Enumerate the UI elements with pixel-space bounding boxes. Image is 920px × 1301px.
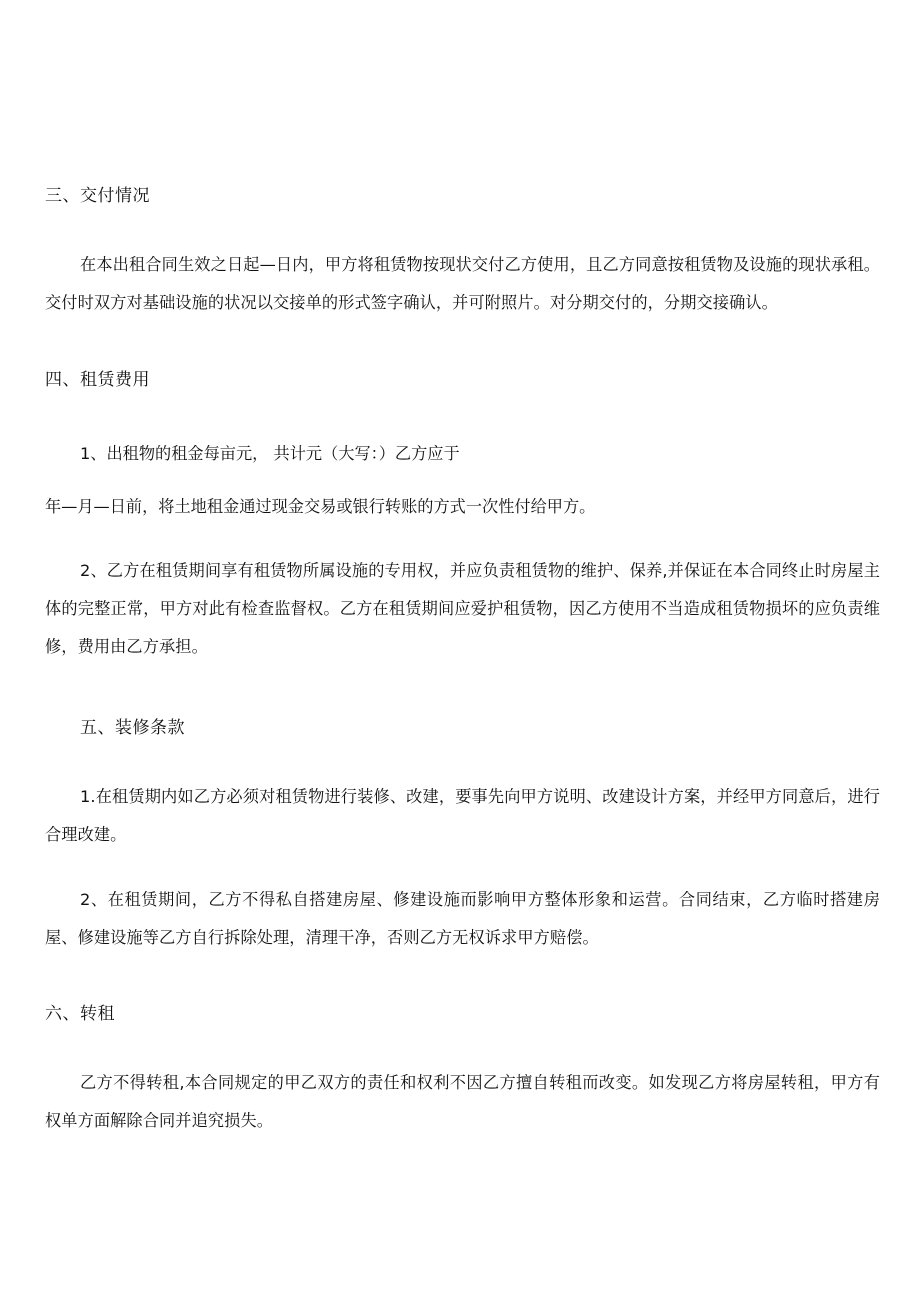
section-3-heading: 三、交付情况 [45, 186, 150, 206]
section-4-item-1-line-2: 年—月—日前，将土地租金通过现金交易或银行转账的方式一次性付给甲方。 [45, 497, 596, 516]
section-5-item-1: 1.在租赁期内如乙方必须对租赁物进行装修、改建，要事先向甲方说明、改建设计方案，并经甲方同意后，进行合理改建。 [45, 787, 880, 844]
section-6-paragraph: 乙方不得转租,本合同规定的甲乙双方的责任和权利不因乙方擅自转租而改变。如发现乙方将房屋转租，甲方有权单方面解除合同并追究损失。 [45, 1073, 880, 1130]
section-6-heading: 六、转租 [45, 1004, 115, 1024]
section-4-item-1-line-1: 1、出租物的租金每亩元， 共计元（大写：）乙方应于 [80, 444, 460, 463]
section-5-item-2: 2、在租赁期间，乙方不得私自搭建房屋、修建设施而影响甲方整体形象和运营。合同结束，乙方临时搭建房屋、修建设施等乙方自行拆除处理，清理干净，否则乙方无权诉求甲方赔偿。 [45, 890, 880, 947]
section-3-paragraph: 在本出租合同生效之日起—日内，甲方将租赁物按现状交付乙方使用，且乙方同意按租赁物及设施的现状承租。交付时双方对基础设施的状况以交接单的形式签字确认，并可附照片。对分期交付的，分期交接确认。 [45, 255, 880, 312]
section-4-item-2: 2、乙方在租赁期间享有租赁物所属设施的专用权，并应负责租赁物的维护、保养,并保证在本合同终止时房屋主体的完整正常，甲方对此有检查监督权。乙方在租赁期间应爱护租赁物，因乙方使用不当造成租赁物损坏的应负责维修，费用由乙方承担。 [45, 561, 880, 656]
section-5-heading: 五、装修条款 [80, 718, 185, 738]
section-4-heading: 四、租赁费用 [45, 370, 150, 390]
